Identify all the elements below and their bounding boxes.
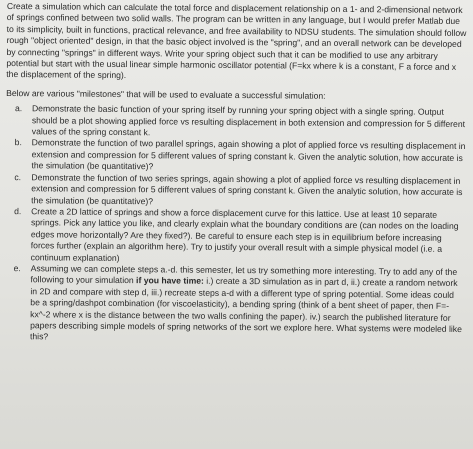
milestone-marker: e.	[13, 263, 21, 274]
milestones-heading: Below are various "milestones" that will be used to evaluate a successful simulation:	[6, 87, 326, 101]
milestone-highlight: if you have time:	[136, 275, 204, 287]
milestone-item	[5, 206, 465, 267]
milestone-item	[5, 137, 465, 175]
milestone-text: Demonstrate the function of two series springs, again showing a plot of applied force vs resulting displacement in extension and compression for 5 different values of spring constant k. Given the analytic solution, how accurate is the simulation (be quantitative)?	[31, 171, 463, 206]
milestone-text: Create a 2D lattice of springs and show a force displacement curve for this lattice. Use at least 10 separate springs. Pick any lattice you like, and clearly explain what the boundary conditions are (can nodes on the loading edges move horizontally? Are they fixed?). Be careful to ensure each step is in equilibrium before increasing forces further (explain an algorithm here). Try to justify your overall result with a simple physical model (i.e. a continuum explanation)	[30, 206, 459, 263]
milestone-text-end: i.) create a 3D simulation as in part d, ii.) create a random network in 2D and compare with step d, iii.) recreate steps a-d with a different type of spring potential. Some ideas could be a spring/dashpot combination (for viscoelasticity), a bending spring (think of a bent sheet of paper, then F=-kx^-2 where x is the distance between the two walls confining the paper). iv.) search the published literature for papers describing simple models of spring networks of the sort we explore here. What systems were modeled like this?	[29, 276, 462, 342]
milestone-marker: a.	[14, 103, 23, 114]
assignment-text	[4, 0, 467, 347]
milestone-marker: c.	[14, 171, 22, 182]
milestone-item	[5, 172, 465, 210]
milestone-item	[6, 103, 466, 141]
milestone-marker: b.	[14, 137, 22, 148]
intro-paragraph: Create a simulation which can calculate the total force and displacement relationship on a 1- and 2-dimensional network of springs confined between two solid walls. The program can be written in any language, but I would prefer Matlab due to its simplicity, built in functions, practical relevance, and free availability to NDSU students. The simulation should follow rough "object oriented" design, in that the basic object involved is the "spring", and an overall network can be developed by connecting "springs" in different ways. Write your spring object such that it can be modified to use any arbitrary potential but start with the usual linear simple harmonic oscillator potential (F=kx where k is a constant, F a force and x the displacement of the spring).	[6, 0, 467, 81]
milestone-item	[4, 263, 465, 347]
milestone-text: Demonstrate the basic function of your spring itself by running your spring object with a single spring. Output should be a plot showing applied force vs resulting displacement in both extension and compression for 5 different values of the spring constant k.	[31, 103, 466, 138]
milestones-list	[4, 103, 466, 347]
milestone-text: Demonstrate the function of two parallel springs, again showing a plot of applied force vs resulting displacement in extension and compression for 5 different values of spring constant k. Given the analytic solution, how accurate is the simulation (be quantitative)?	[31, 137, 466, 172]
milestone-marker: d.	[14, 205, 22, 217]
milestone-text-start: Assuming we can complete steps a.-d. this semester, let us try something more interesting. Try to add any of the following to your simulation	[30, 263, 458, 286]
